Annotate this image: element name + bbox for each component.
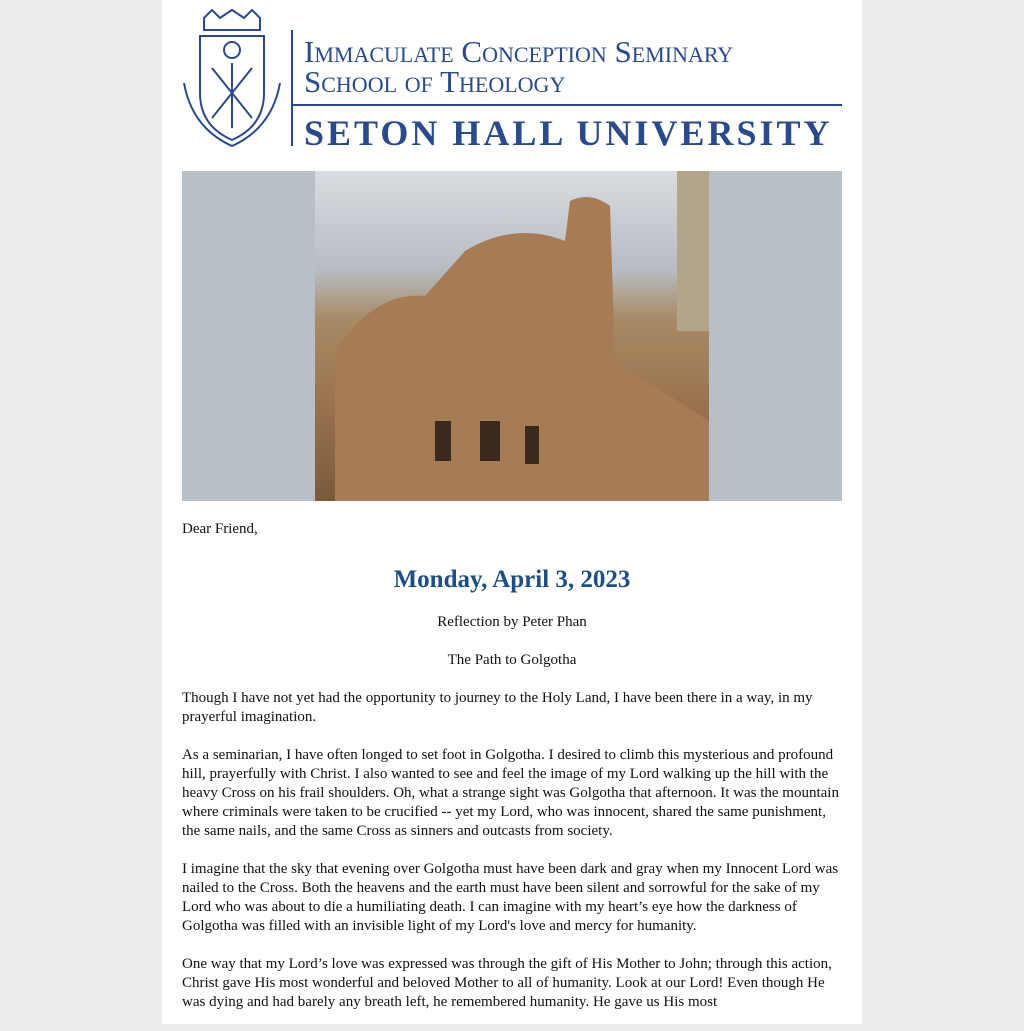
paragraph: Though I have not yet had the opportunity to journey to the Holy Land, I have been there in a way, in my prayerful imagination. [182,690,813,725]
paragraph: I imagine that the sky that evening over Golgotha must have been dark and gray when my Innocent Lord was nailed to the Cross. Both the heavens and the earth must have been silent and sorrowful for the sake of my Lord who was about to die a humiliating death. I can imagine with my heart’s eye how the darkness of Golgotha was filled with an invisible light of my Lord's love and mercy for humanity. [182,861,839,934]
church-photo [315,171,709,501]
byline: Reflection by Peter Phan [437,614,587,630]
letter-content [182,520,842,1031]
reflection-title: The Path to Golgotha [447,652,577,668]
letter-date: Monday, April 3, 2023 [393,566,631,593]
hero-image-frame [182,171,842,501]
logo-line-1: Immaculate Conception Seminary [304,34,734,69]
email-body [162,0,862,1024]
greeting: Dear Friend, [182,521,258,537]
paragraph: As a seminarian, I have often longed to set foot in Golgotha. I desired to climb this mysterious and profound hill, prayerfully with Christ. I also wanted to see and feel the image of my Lord walking up the hill with the heavy Cross on his frail shoulders. Oh, what a strange sight was Golgotha that afternoon. It was the mountain where criminals were taken to be crucified -- yet my Lord, who was innocent, shared the same punishment, the same nails, and the same Cross as sinners and outcasts from society. [182,747,839,839]
seal-icon [184,10,280,146]
seminary-logo [182,8,842,150]
logo-line-3: SETON HALL UNIVERSITY [304,113,833,150]
paragraph: One way that my Lord’s love was expressed was through the gift of His Mother to John; through this action, Christ gave His most wonderful and beloved Mother to all of humanity. Look at our Lord! Even though He was dying and had barely any breath left, he remembered humanity. He gave us His most [182,956,832,1010]
logo-line-2: School of Theology [304,64,566,99]
